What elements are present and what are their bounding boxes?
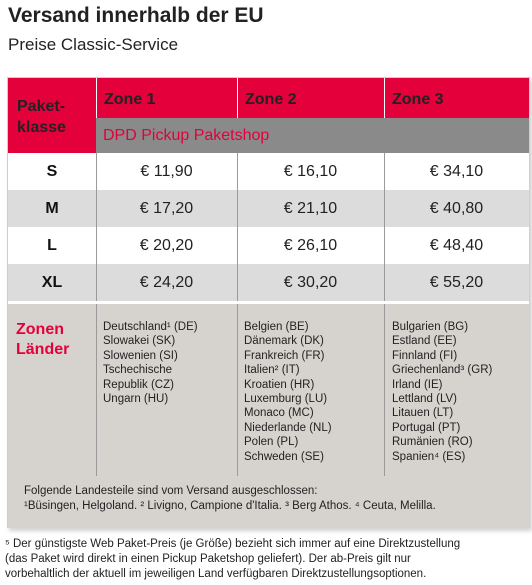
column-divider xyxy=(96,227,97,264)
country-item: Niederlande (NL) xyxy=(244,421,332,434)
column-divider xyxy=(96,190,97,227)
price-zone2: € 30,20 xyxy=(283,274,338,291)
exclusion-line2: ¹Büsingen, Helgoland. ² Livigno, Campione d'Italia. ³ Berg Athos. ⁴ Ceuta, Melilla. xyxy=(24,500,436,512)
price-row-xl xyxy=(8,264,529,301)
price-zone1: € 17,20 xyxy=(139,200,194,217)
zone2-country-list xyxy=(244,320,332,464)
column-divider xyxy=(96,153,97,190)
column-divider xyxy=(237,264,238,301)
country-item: Griechenland³ (GR) xyxy=(392,364,493,377)
size-label: XL xyxy=(41,274,63,291)
country-item: Rumänien (RO) xyxy=(392,436,473,449)
zone3-header: Zone 3 xyxy=(392,91,444,108)
header-divider xyxy=(237,78,238,118)
dpd-pickup-row: DPD Pickup Paketshop xyxy=(96,118,529,153)
country-item: Belgien (BE) xyxy=(244,321,309,333)
column-divider xyxy=(384,304,385,476)
country-item: Ungarn (HU) xyxy=(103,393,169,406)
size-label: L xyxy=(47,237,57,254)
column-divider xyxy=(384,227,385,264)
page-subtitle: Preise Classic-Service xyxy=(8,35,179,54)
price-row-l xyxy=(8,227,529,264)
country-item: Italien² (IT) xyxy=(244,364,300,377)
country-item: Spanien⁴ (ES) xyxy=(392,450,466,463)
country-item: Monaco (MC) xyxy=(244,407,314,420)
price-zone1: € 11,90 xyxy=(140,163,193,180)
column-divider xyxy=(237,190,238,227)
country-item: Portugal (PT) xyxy=(392,421,461,434)
country-item: Irland (IE) xyxy=(392,378,443,391)
column-divider xyxy=(237,227,238,264)
zone2-header: Zone 2 xyxy=(245,91,297,108)
price-zone1: € 24,20 xyxy=(139,274,194,291)
price-row-s xyxy=(8,153,529,190)
zonen-label-line1: Zonen xyxy=(16,321,64,338)
footnote-line1: ⁵ Der günstigste Web Paket-Preis (je Größe) bezieht sich immer auf eine Direktzustellung xyxy=(5,538,461,550)
column-divider xyxy=(96,264,97,301)
country-item: Lettland (LV) xyxy=(392,393,457,406)
price-zone1: € 20,20 xyxy=(139,237,194,254)
country-item: Tschechische xyxy=(103,364,173,377)
size-label: M xyxy=(45,200,59,217)
column-divider xyxy=(384,190,385,227)
zonen-laender-label xyxy=(16,320,69,360)
country-item: Litauen (LT) xyxy=(392,407,454,420)
exclusion-note xyxy=(24,484,436,514)
country-item: Estland (EE) xyxy=(392,335,457,348)
zone1-header: Zone 1 xyxy=(104,91,156,108)
price-zone3: € 48,40 xyxy=(429,237,484,254)
paketklasse-header xyxy=(8,78,96,153)
country-item: Deutschland¹ (DE) xyxy=(103,321,198,333)
country-item: Polen (PL) xyxy=(244,436,299,449)
footnote-line2: (das Paket wird direkt in einen Pickup Paketshop geliefert). Der ab-Preis gilt nur xyxy=(5,553,411,565)
header-divider xyxy=(96,78,97,118)
country-item: Bulgarien (BG) xyxy=(392,321,469,333)
size-label: S xyxy=(46,163,58,180)
country-item: Slowenien (SI) xyxy=(103,349,178,362)
page-title: Versand innerhalb der EU xyxy=(8,4,264,27)
column-divider xyxy=(384,264,385,301)
paketklasse-line2: klasse xyxy=(17,119,66,136)
price-zone3: € 55,20 xyxy=(429,274,484,291)
column-divider xyxy=(96,304,97,476)
footnote-line3: vorbehaltlich der aktuell im jeweiligen Land verfügbaren Direktzustellungsoptionen. xyxy=(5,568,427,580)
country-item: Slowakei (SK) xyxy=(103,335,176,348)
price-row-m xyxy=(8,190,529,227)
zone3-country-list xyxy=(392,320,492,464)
country-item: Frankreich (FR) xyxy=(244,349,325,362)
exclusion-line1: Folgende Landesteile sind vom Versand ausgeschlossen: xyxy=(24,485,318,497)
price-zone2: € 21,10 xyxy=(283,200,338,217)
price-zone3: € 34,10 xyxy=(429,163,484,180)
column-divider xyxy=(237,304,238,476)
country-item: Kroatien (HR) xyxy=(244,378,315,391)
price-zone2: € 16,10 xyxy=(283,163,338,180)
country-item: Finnland (FI) xyxy=(392,349,458,362)
header-divider xyxy=(384,78,385,118)
price-zone3: € 40,80 xyxy=(429,200,484,217)
country-item: Dänemark (DK) xyxy=(244,335,324,348)
country-item: Schweden (SE) xyxy=(244,450,324,463)
column-divider xyxy=(237,153,238,190)
price-zone2: € 26,10 xyxy=(283,237,338,254)
country-item: Luxemburg (LU) xyxy=(244,393,328,406)
zone1-country-list xyxy=(103,320,198,406)
paketklasse-line1: Paket- xyxy=(17,98,66,115)
footnote xyxy=(5,537,460,582)
price-table xyxy=(7,77,530,528)
zone-countries-section xyxy=(8,304,529,528)
zonen-label-line2: Länder xyxy=(16,341,70,358)
column-divider xyxy=(384,153,385,190)
country-item: Republik (CZ) xyxy=(103,378,174,391)
